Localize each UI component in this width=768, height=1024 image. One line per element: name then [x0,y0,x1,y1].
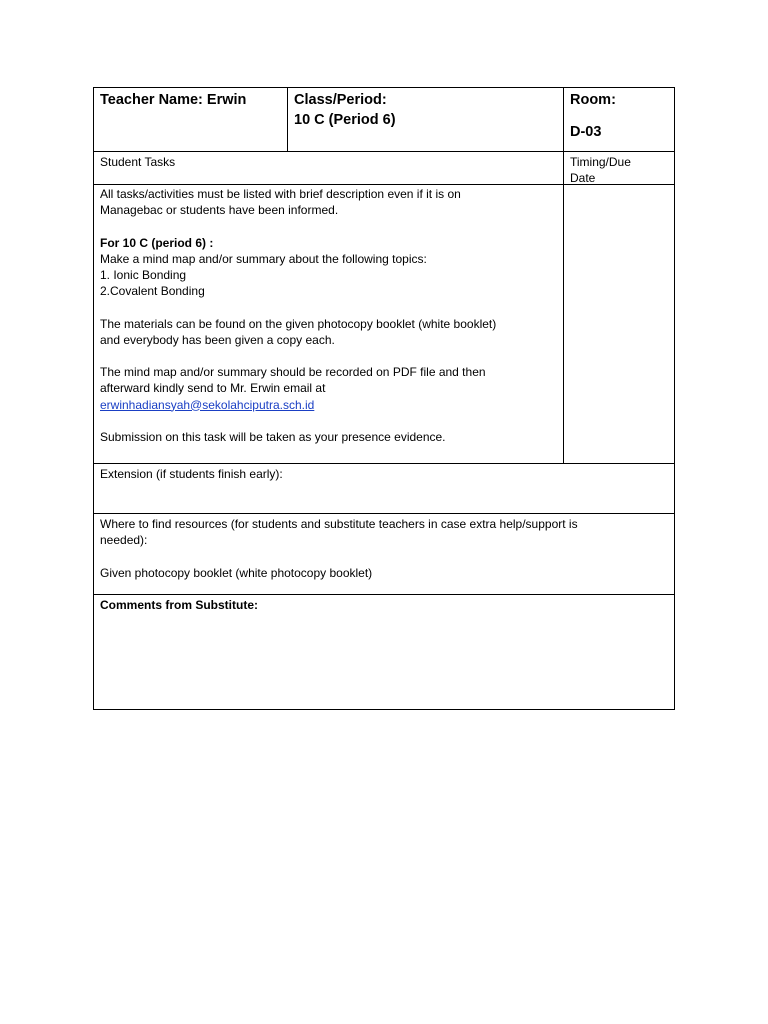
tasks-content-cell [94,185,564,463]
for-class-heading: For 10 C (period 6) : [100,235,214,250]
header-row [94,88,674,152]
resources-row [94,514,674,595]
record-line-1: The mind map and/or summary should be recorded on PDF file and then [100,365,486,380]
teacher-name: Teacher Name: Erwin [100,92,247,108]
comments-label: Comments from Substitute: [100,598,259,612]
resources-cell [94,514,674,594]
timing-value-cell [564,185,674,463]
intro-line-2: Managebac or students have been informed. [100,203,339,218]
extension-cell [94,464,674,513]
instruction: Make a mind map and/or summary about the following topics: [100,251,427,266]
materials-line-1: The materials can be found on the given photocopy booklet (white booklet) [100,316,497,331]
tasks-header-row [94,152,674,185]
room-cell [564,88,674,151]
submission-note: Submission on this task will be taken as your presence evidence. [100,429,446,444]
extension-label: Extension (if students finish early): [100,467,283,481]
topic-item: 2.Covalent Bonding [100,284,205,299]
materials-line-2: and everybody has been given a copy each. [100,332,335,347]
tasks-body-row [94,185,674,464]
extension-row [94,464,674,514]
record-line-2: afterward kindly send to Mr. Erwin email at [100,381,326,396]
resources-label-line-1: Where to find resources (for students and substitute teachers in case extra help/support is [100,517,578,531]
comments-row [94,595,674,709]
room-label: Room: [570,92,616,108]
topic-item: 1. Ionic Bonding [100,268,187,282]
class-cell [288,88,564,151]
room-value: D-03 [570,124,602,140]
student-tasks-label: Student Tasks [100,155,176,169]
timing-label: Timing/Due [570,155,631,169]
timing-cell [564,152,674,184]
resources-label-line-2: needed): [100,533,148,548]
class-value: 10 C (Period 6) [294,112,396,128]
timing-label-2: Date [570,171,596,184]
teacher-cell [94,88,288,151]
class-label: Class/Period: [294,92,387,108]
comments-cell [94,595,674,709]
intro-line-1: All tasks/activities must be listed with brief description even if it is on [100,187,461,201]
resources-value: Given photocopy booklet (white photocopy booklet) [100,565,373,580]
student-tasks-cell [94,152,564,184]
cover-sheet-table [93,87,675,710]
email-link[interactable]: erwinhadiansyah@sekolahciputra.sch.id [100,397,315,412]
